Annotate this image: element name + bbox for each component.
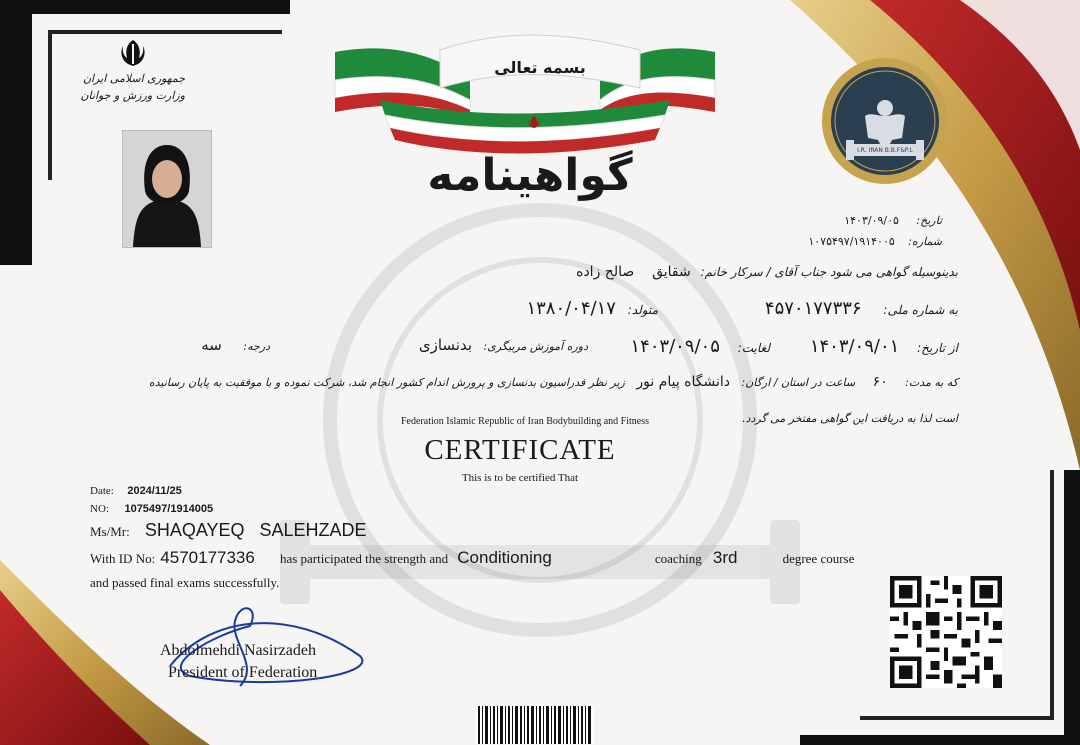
emblem-caption xyxy=(70,70,185,104)
fa-from-row xyxy=(780,336,958,357)
subtitle-en: This is to be certified That xyxy=(461,472,579,484)
holder-photo xyxy=(122,130,212,248)
signer-name: Abdolmehdi Nasirzadeh xyxy=(160,642,316,659)
en-number-label: NO: xyxy=(90,503,109,515)
en-name-label: Ms/Mr: xyxy=(90,524,130,539)
fa-id-row xyxy=(740,298,958,319)
fa-date-row xyxy=(760,214,942,227)
fa-to-row xyxy=(590,336,770,357)
fa-first-name: شقایق xyxy=(652,264,691,280)
emblem-line-republic: جمهوری اسلامی ایران xyxy=(82,72,185,85)
fa-date-value: ۱۴۰۳/۰۹/۰۵ xyxy=(844,214,899,227)
fa-closing-text: است لذا به دریافت این گواهی مفتخر می گردد. xyxy=(742,412,958,425)
en-id-value: 4570177336 xyxy=(160,548,255,567)
federation-name-en: Federation Islamic Republic of Iran Bodybuilding and Fitness xyxy=(400,416,649,427)
signer-title: President of Federation xyxy=(168,664,318,681)
fa-grade-row xyxy=(170,336,270,354)
en-degree-text: degree course xyxy=(782,551,855,566)
fa-id-label: به شماره ملی: xyxy=(883,303,958,317)
en-id-label: With ID No: xyxy=(90,551,156,566)
fa-date-label: تاریخ: xyxy=(916,214,942,227)
iran-emblem-icon xyxy=(116,36,150,70)
en-course-value: Conditioning xyxy=(457,548,552,567)
fa-from-value: ۱۴۰۳/۰۹/۰۱ xyxy=(809,336,900,357)
en-participated-text: has participated the strength and xyxy=(279,551,449,566)
fa-to-value: ۱۴۰۳/۰۹/۰۵ xyxy=(630,336,720,357)
en-id-row xyxy=(90,548,970,568)
federation-seal-icon xyxy=(820,56,950,186)
fa-course-row xyxy=(400,336,588,354)
emblem-line-ministry: وزارت ورزش و جوانان xyxy=(80,89,185,102)
en-number-value: 1075497/1914005 xyxy=(124,503,214,515)
en-date-row xyxy=(90,484,182,497)
fa-intro-row xyxy=(560,264,958,280)
barcode xyxy=(476,706,594,744)
title-fa: گواهینامه xyxy=(427,150,633,201)
fa-birth-value: ۱۳۸۰/۰۴/۱۷ xyxy=(526,298,616,319)
fa-intro-text: بدینوسیله گواهی می شود جناب آقای / سرکار خانم: xyxy=(700,265,958,279)
fa-course-value: بدنسازی xyxy=(418,336,473,354)
title-en: CERTIFICATE xyxy=(424,434,616,466)
fa-supervision-text: زیر نظر فدراسیون بدنسازی و پرورش اندام کشور انجام شد، شرکت نموده و با موفقیت به پایان رسانیده xyxy=(148,376,625,389)
fa-number-label: شماره: xyxy=(908,235,942,248)
en-coaching-text: coaching xyxy=(654,551,702,566)
en-name-row xyxy=(90,520,367,541)
fa-duration-label: که به مدت: xyxy=(905,376,958,389)
fa-birth-row xyxy=(480,298,658,319)
fa-id-value: ۴۵۷۰۱۷۷۳۳۶ xyxy=(764,298,862,319)
en-passed-text: and passed final exams successfully. xyxy=(90,575,280,590)
fa-hours-text: ساعت در استان / ارگان: xyxy=(741,376,856,389)
fa-org-value: دانشگاه پیام نور xyxy=(636,374,731,390)
fa-birth-label: متولد: xyxy=(627,303,658,317)
en-date-value: 2024/11/25 xyxy=(127,485,182,497)
en-name-value: SHAQAYEQ SALEHZADE xyxy=(144,520,367,540)
fa-duration-row xyxy=(60,374,958,390)
fa-grade-value: سه xyxy=(201,336,222,354)
seal-text: I.R. IRAN B.B.F&P.L xyxy=(857,147,913,154)
fa-last-name: صالح زاده xyxy=(576,264,635,280)
en-number-row xyxy=(90,502,213,515)
en-date-label: Date: xyxy=(90,485,114,497)
fa-number-row xyxy=(760,235,942,248)
fa-duration-value: ۶۰ xyxy=(872,374,888,390)
ribbon-emblem-icon xyxy=(526,114,542,130)
qr-code xyxy=(890,576,1002,688)
fa-grade-label: درجه: xyxy=(243,340,270,353)
en-grade-value: 3rd xyxy=(712,548,738,567)
fa-number-value: ۱۰۷۵۴۹۷/۱۹۱۴۰۰۵ xyxy=(808,235,895,248)
fa-course-label: دوره آموزش مربیگری: xyxy=(483,340,588,353)
basmala: بسمه تعالی xyxy=(494,58,586,77)
fa-from-label: از تاریخ: xyxy=(917,341,958,355)
fa-to-label: لغایت: xyxy=(737,341,770,355)
